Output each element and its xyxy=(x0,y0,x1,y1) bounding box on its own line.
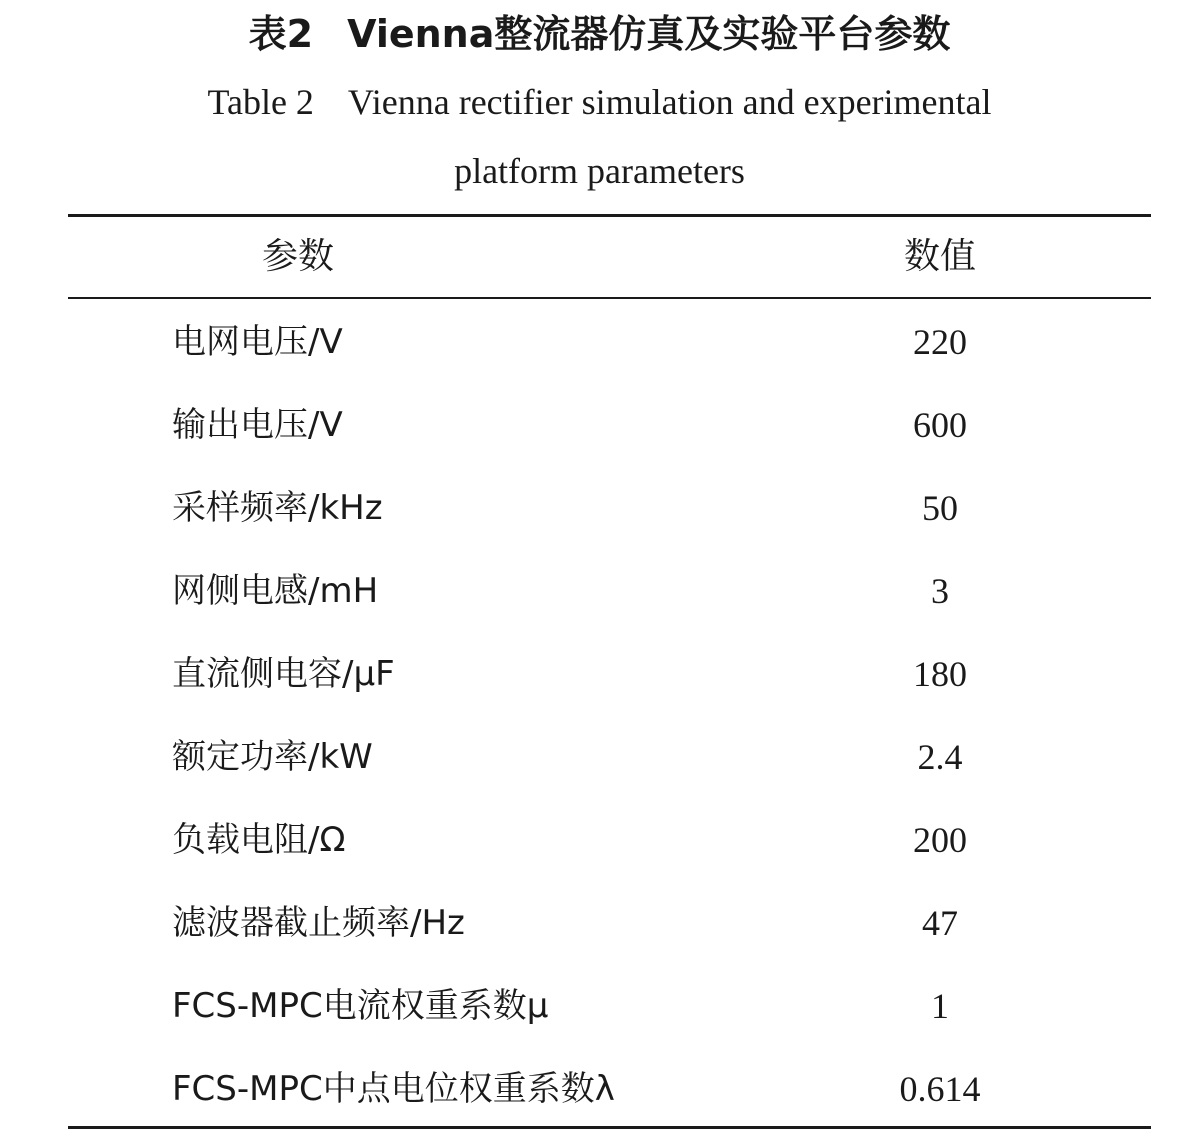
param-cell: FCS-MPC电流权重系数μ xyxy=(172,986,549,1026)
table-row xyxy=(68,301,1151,384)
caption-cn-number: 表2 xyxy=(248,12,314,56)
table-row xyxy=(68,467,1151,550)
param-cell: 滤波器截止频率/Hz xyxy=(172,903,465,943)
param-cell: 采样频率/kHz xyxy=(172,488,383,528)
value-cell: 0.614 xyxy=(899,1069,981,1109)
value-cell: 2.4 xyxy=(917,737,963,777)
table-row xyxy=(68,1048,1151,1131)
value-cell: 47 xyxy=(922,903,958,943)
value-cell: 1 xyxy=(931,986,949,1026)
value-cell: 3 xyxy=(931,571,949,611)
table-row xyxy=(68,384,1151,467)
param-cell: 网侧电感/mH xyxy=(172,571,379,611)
param-cell: 额定功率/kW xyxy=(172,737,373,777)
caption-en-title-line1: Vienna rectifier simulation and experimental xyxy=(347,82,992,122)
table-header-rule xyxy=(68,297,1151,299)
table-header-row xyxy=(68,217,1151,297)
caption-cn-title: Vienna整流器仿真及实验平台参数 xyxy=(347,12,951,56)
table-row xyxy=(68,550,1151,633)
table-row xyxy=(68,965,1151,1048)
param-cell: 输出电压/V xyxy=(172,405,343,445)
table-caption-english-line2: platform parameters xyxy=(454,151,745,191)
header-value: 数值 xyxy=(903,236,976,277)
header-parameter: 参数 xyxy=(261,236,334,277)
value-cell: 600 xyxy=(913,405,967,445)
table-row xyxy=(68,799,1151,882)
param-cell: 负载电阻/Ω xyxy=(172,820,346,860)
param-cell: FCS-MPC中点电位权重系数λ xyxy=(172,1069,615,1109)
value-cell: 50 xyxy=(922,488,958,528)
value-cell: 180 xyxy=(913,654,967,694)
table-row xyxy=(68,716,1151,799)
value-cell: 200 xyxy=(913,820,967,860)
param-cell: 电网电压/V xyxy=(172,322,343,362)
table-row xyxy=(68,633,1151,716)
table-caption-english-line1 xyxy=(0,80,1199,124)
table-bottom-rule xyxy=(68,1126,1151,1129)
table-row xyxy=(68,882,1151,965)
caption-en-number: Table 2 xyxy=(207,82,314,122)
value-cell: 220 xyxy=(913,322,967,362)
table-caption-chinese xyxy=(0,8,1199,60)
param-cell: 直流侧电容/μF xyxy=(172,654,395,694)
